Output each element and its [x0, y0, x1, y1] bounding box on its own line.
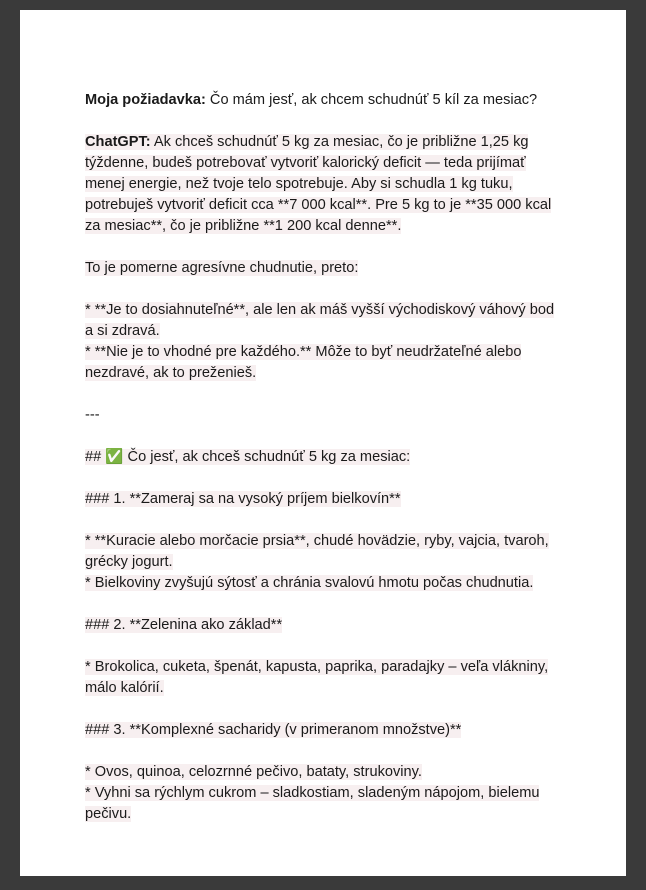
section3-title — [85, 720, 565, 741]
section1-bullet-1: * **Kuracie alebo morčacie prsia**, chudé hovädzie, ryby, vajcia, tvaroh, grécky jogurt. — [85, 533, 549, 570]
document-page — [20, 10, 626, 876]
section3-list — [85, 762, 565, 825]
section1-bullet-2: * Bielkoviny zvyšujú sýtosť a chránia svalovú hmotu počas chudnutia. — [85, 575, 534, 591]
request-text: Čo mám jesť, ak chcem schudnúť 5 kíl za mesiac? — [205, 92, 538, 108]
chatgpt-paragraph — [85, 132, 565, 237]
aggressive-paragraph — [85, 258, 565, 279]
section2-title-text: ### 2. **Zelenina ako základ** — [85, 617, 283, 633]
section2-list — [85, 657, 565, 699]
section3-bullet-1: * Ovos, quinoa, celozrnné pečivo, bataty, strukoviny. — [85, 764, 422, 780]
heading-prefix: ## — [85, 449, 106, 465]
section1-title — [85, 489, 565, 510]
document-content — [85, 90, 565, 846]
divider: --- — [85, 407, 100, 423]
section2-title — [85, 615, 565, 636]
bullet-not-for-all: * **Nie je to vhodné pre každého.** Môže to byť neudržateľné alebo nezdravé, ak to preženieš. — [85, 344, 522, 381]
request-paragraph — [85, 90, 565, 111]
request-label: Moja požiadavka: — [85, 92, 206, 108]
section2-bullet-1: * Brokolica, cuketa, špenát, kapusta, paprika, paradajky – veľa vlákniny, málo kalórií. — [85, 659, 549, 696]
section3-title-text: ### 3. **Komplexné sacharidy (v primeranom množstve)** — [85, 722, 462, 738]
main-heading — [85, 447, 565, 468]
aggressive-text: To je pomerne agresívne chudnutie, preto: — [85, 260, 359, 276]
section1-list — [85, 531, 565, 594]
chatgpt-label: ChatGPT: — [85, 134, 151, 150]
white-check-mark-icon: ✅ — [105, 449, 124, 465]
bullet-achievable: * **Je to dosiahnuteľné**, ale len ak máš vyšší východiskový váhový bod a si zdravá. — [85, 302, 555, 339]
section1-title-text: ### 1. **Zameraj sa na vysoký príjem bielkovín** — [85, 491, 401, 507]
heading-text: Čo jesť, ak chceš schudnúť 5 kg za mesiac: — [123, 449, 411, 465]
caution-list — [85, 300, 565, 384]
chatgpt-intro: Ak chceš schudnúť 5 kg za mesiac, čo je približne 1,25 kg týždenne, budeš potrebovať vytvoriť kalorický deficit — teda prijímať menej energie, než tvoje telo spotrebuje. Aby si schudla 1 kg tuku, potrebuješ vytvoriť deficit cca **7 000 kcal**. Pre 5 kg to je **35 000 kcal za mesiac**, čo je približne **1 200 kcal denne**. — [85, 134, 552, 234]
section3-bullet-2: * Vyhni sa rýchlym cukrom – sladkostiam, sladeným nápojom, bielemu pečivu. — [85, 785, 540, 822]
